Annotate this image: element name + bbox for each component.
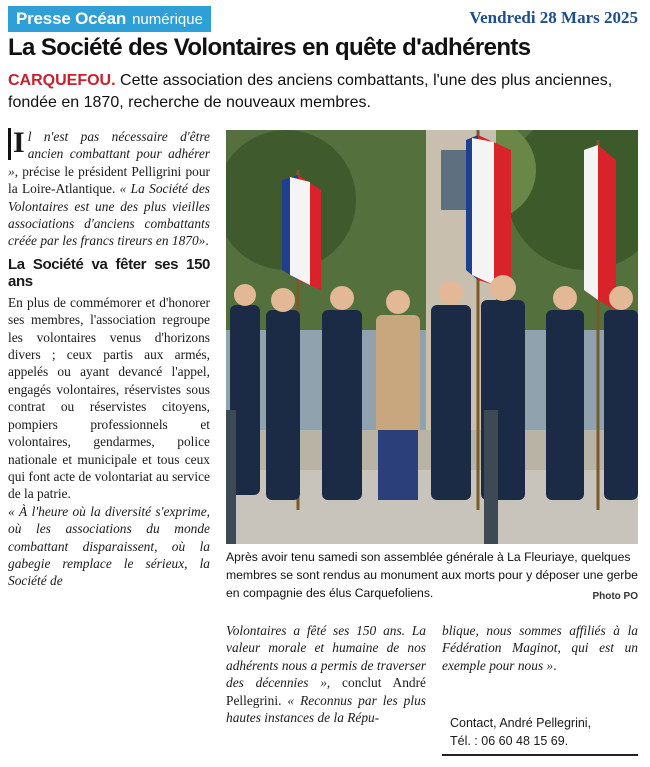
contact-box: [450, 714, 638, 750]
paragraph-4: [226, 622, 426, 726]
masthead-edition: numérique: [132, 10, 203, 28]
lead-kicker: CARQUEFOU.: [8, 72, 116, 89]
contact-divider: [442, 754, 638, 756]
article-column-1: [8, 128, 210, 590]
paragraph-1: [8, 128, 210, 250]
group-photo-illustration: [226, 130, 638, 544]
masthead-banner: [8, 6, 211, 32]
paragraph-1-end: .: [205, 233, 209, 249]
photo-caption: Après avoir tenu samedi son assemblée générale à La Fleuriaye, quelques membres se sont rendus au monument aux morts pour y déposer une gerbe en compagnie des élus Carquefoliens.: [226, 550, 638, 600]
article-photo: [226, 130, 638, 544]
masthead-brand: Presse Océan: [16, 9, 127, 28]
subheading: La Société va fêter ses 150 ans: [8, 255, 210, 290]
paragraph-1-text: , précise le président Pelligrini pour la Loire-Atlantique.: [8, 163, 210, 197]
quote-150-years: Volontaires a fêté ses 150 ans. La valeur morale et humaine de nos adhérents nous a permis de traverser des décennies »: [226, 623, 426, 691]
quote-society: « La Société des Volontaires est une des plus vieilles associations d'anciens combattants créée par les francs tireurs en 1870»: [8, 181, 210, 249]
issue-date: Vendredi 28 Mars 2025: [469, 8, 638, 27]
contact-name: Contact, André Pellegrini,: [450, 716, 592, 730]
paragraph-5: [442, 622, 638, 674]
article-lead: [8, 70, 644, 114]
paragraph-2: En plus de commémorer et d'honorer ses membres, l'association regroupe les volontaires venus d'horizons divers ; ceux partis aux armés, appelés ou ayant devancé l'appel, engagés volontaires, réservistes sous contrat ou réservistes citoyens, pompiers professionnels et volontaires, gendarmes, police nationale et municipale et tous ceux qui font acte de volontariat au service de la patrie.: [8, 294, 210, 502]
contact-phone: Tél. : 06 60 48 15 69.: [450, 734, 569, 748]
quote-recognition: « Reconnus par les plus hautes instances de la Répu-: [226, 692, 426, 726]
lead-text: Cette association des anciens combattants, l'une des plus anciennes, fondée en 1870, recherche de nouveaux membres.: [8, 72, 613, 111]
dropcap: I: [8, 128, 25, 160]
paragraph-3: « À l'heure où la diversité s'exprime, où les associations du monde combattant disparaissent, où la gabegie remplace le sérieux, la Société de: [8, 503, 210, 589]
paragraph-5-end: .: [553, 657, 557, 673]
article-headline: La Société des Volontaires en quête d'adhérents: [8, 34, 531, 61]
quote-maginot: blique, nous sommes affiliés à la Fédération Maginot, qui est un exemple pour nous »: [442, 623, 638, 673]
photo-credit: Photo PO: [592, 591, 638, 602]
article-column-3: [442, 622, 638, 674]
paragraph-4-text: , conclut André Pellegrini.: [226, 675, 426, 708]
article-column-2: [226, 622, 426, 726]
quote-intro: l n'est pas nécessaire d'être ancien combattant pour adhérer »: [8, 129, 210, 179]
